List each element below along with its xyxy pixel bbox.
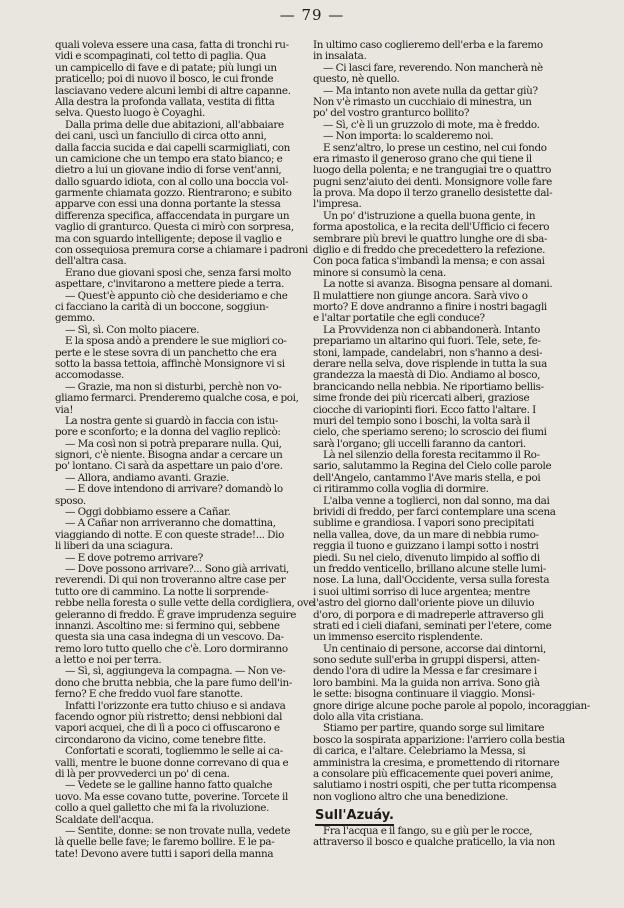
text-line: gliamo fermarci. Prenderemo qualche cosa, e poi, [55,392,299,405]
text-line: perte e le stese sovra di un panchetto che era [55,346,277,359]
text-line: reggia il tuono e guizzano i lampi sotto i nostri [313,540,539,553]
text-line: tutto ore di cammino. La notte li sorprende- [55,585,269,598]
text-line: Il mulattiere non giunge ancora. Sarà vivo o [313,289,528,302]
text-line: valli, mentre le buone donne correvano di qua e [55,756,289,769]
text-line: stoni, lampade, candelabri, non s'hanno a desi- [313,346,543,359]
text-line: ci ritirammo colla voglia di dormire. [313,483,489,496]
text-line: attraverso il bosco e qualche praticello, la via non [313,835,555,848]
text-line: dell'Angelo, cantammo l'Ave maris stella, e poi [313,471,541,484]
text-line: questo, nè quello. [313,73,400,86]
text-line: minore si consumò la cena. [313,266,446,279]
text-line: — Sì, c'è lì un gruzzolo di mote, ma è freddo. [323,118,540,131]
text-line: E la sposa andò a prendere le sue migliori co- [65,335,287,348]
text-line: dolo alla vita cristiana. [313,711,424,724]
text-line: signori, c'è niente. Bisogna andar a cercare un [55,449,283,462]
text-line: rebbe nella foresta o sulle vette della cordigliera, ove [55,597,315,610]
text-line: La notte si avanza. Bisogna pensare al domani. [323,278,553,291]
text-line: salutiamo i nostri ospiti, che per tutta ricompensa [313,779,557,792]
text-line: Confortati e scorati, togliemmo le selle ai ca- [65,745,283,758]
page-number: — 79 — [279,6,345,24]
text-line: dei cani, uscì un fanciullo di circa otto anni, [55,130,267,143]
text-line: dell'altra casa. [55,255,127,268]
text-line: la prova. Ma dopo il terzo granello desistette dal- [313,187,553,200]
text-line: — Sì, sì, aggiungeva la compagna. — Non ve- [65,665,286,678]
text-line: uovo. Ma esse covano tutte, poverine. Torcete il [55,790,288,803]
text-line: po' lontano. Ci sarà da aspettare un paio d'ore. [55,460,283,473]
text-line: forma apostolica, e la recita dell'Ufficio ci fecero [313,221,550,234]
text-line: viaggiando di notte. E con queste strade!... Dio [55,528,285,541]
text-line: cielo, che speriamo sereno; lo scroscio dei fiumi [313,426,547,439]
text-line: amministra la cresima, e promettendo di ritornare [313,756,560,769]
text-line: sublime e grandiosa. I vapori sono precipitati [313,517,535,530]
text-line: Dalla prima delle due abitazioni, all'abbaiare [65,118,284,131]
text-line: dalla faccia sucida e dai capelli scarmigliati, con [55,141,291,154]
text-line: vaglio di granturco. Questa ci mirò con sorpresa, [55,221,294,234]
text-line: Un centinaio di persone, accorse dai dintorni, [323,642,546,655]
text-line: La nostra gente si guardò in faccia con istu- [65,414,279,427]
text-line: un immenso esercito risplendente. [313,631,483,644]
text-line: un freddo venticello, brillano alcune stelle lumi- [313,562,546,575]
text-line: nose. La luna, dall'Occidente, versa sulla foresta [313,574,550,587]
text-line: apparve con essi una donna portante la stessa [55,198,281,211]
text-line: i suoi ultimi sorriso di luce argentea; mentre [313,585,530,598]
text-line: l'impresa. [313,198,362,211]
text-line: Stiamo per partire, quando sorge sul limitare [323,722,545,735]
text-line: — Quest'è appunto ciò che desideriamo e che [65,289,288,302]
section-heading-text: Sull'Azuáy. [315,808,394,826]
text-line: — Ma così non si potrà preparare nulla. Qui, [65,437,282,450]
text-line: sarà l'organo; gli uccelli faranno da cantori. [313,437,526,450]
text-line: — Oggi dobbiamo essere a Cañar. [65,506,231,519]
text-line: circondarono da vicino, come tenebre fitte. [55,733,266,746]
text-line: Non v'è rimasto un cucchiaio di minestra, un [313,95,532,108]
text-line: grandezza la maestà di Dio. Andiamo al bosco, [313,369,541,382]
text-line: era rimasto il generoso grano che qui tiene il [313,152,532,165]
text-line: a consolare più efficacemente quei poveri anime, [313,768,554,780]
text-line: lasciavano vedere alcuni lembi di altre capanne. [55,84,291,97]
text-line: piedi. Su nel cielo, divenuto limpido al soffio di [313,551,540,564]
text-line: selva. Questo luogo è Coyaghi. [55,107,205,120]
text-line: bosco la sospirata apparizione: l'arriero colla bestia [313,733,565,746]
text-line: praticello; poi di nuovo il bosco, le cui fronde [55,73,274,86]
text-line: prepariamo un altarino qui fuori. Tele, sete, fe- [313,335,541,348]
text-line: — Sentite, donne: se non trovate nulla, vedete [65,824,291,837]
text-line: strati ed i cieli diafani, seminati per l'etere, come [313,619,552,632]
text-line: vapori acquei, che di lì a poco ci offuscarono e [55,722,280,735]
text-line: reverendi. Di qui non troveranno altre case per [55,574,286,587]
text-line: — Allora, andiamo avanti. Grazie. [65,471,229,484]
section-body [313,826,567,849]
text-line: l'astro del giorno dall'oriente piove un diluvio [313,597,535,610]
text-line: gnore dirige alcune poche parole al popolo, incoraggian- [313,699,590,712]
text-line: E senz'altro, lo prese un cestino, nel cui fondo [323,141,547,154]
text-line: collo a quel galletto che mi fa la rivoluzione. [55,802,270,815]
text-line: Con poca fatica s'imbandì la mensa; e con assai [313,255,545,268]
text-line: e l'altar portatile che egli conduce? [313,312,485,325]
text-line: pore e sconforto; e la donna del vaglio replicò: [55,426,281,439]
text-line: un camicione che un tempo era stato bianco; e [55,152,283,165]
text-line: in insalata. [313,50,367,63]
text-line: ferno? E che freddo vuol fare stanotte. [55,688,243,701]
text-line: — Dove possono arrivare?... Sono già arrivati, [65,562,290,575]
text-line: dallo sguardo idiota, con al collo una boccia vol- [55,175,289,188]
text-line: nella vallea, dove, da un mare di nebbia rumo- [313,528,539,541]
text-line: — Ci lasci fare, reverendo. Non mancherà nè [323,61,543,74]
text-line: Fra l'acqua e il fango, su e giù per le rocce, [323,824,533,837]
text-line: Là nel silenzio della foresta recitammo il Ro- [323,449,540,462]
text-line: loro bambini. Ma la guida non arriva. Sono già [313,676,540,689]
text-line: con ossequiosa premura corse a chiamare i padroni [55,244,308,257]
text-line: dietro a lui un giovane indio di forse vent'anni, [55,164,282,177]
text-line: Alla destra la profonda vallata, vestita di fitta [55,95,275,108]
text-line: ci facciano la carità di un boccone, soggiun- [55,300,269,313]
text-line: — Sì, sì. Con molto piacere. [65,323,200,336]
text-line: Infatti l'orizzonte era tutto chiuso e si andava [65,699,286,712]
text-line: differenza specifica, affaccendata in purgare un [55,209,290,222]
text-line: d'oro, di porpora e di madreperle attraverso gli [313,608,544,621]
right-column-text [313,39,590,803]
text-line: Scaldate dell'acqua. [55,813,154,826]
text-line: sario, salutammo la Regina del Cielo colle parole [313,460,552,473]
text-line: quali voleva essere una casa, fatta di tronchi ru- [55,39,289,51]
text-line: di là per provvederci un po' di cena. [55,768,230,780]
text-line: diglio e di freddo che precedettero la refezione. [313,244,546,257]
right-column [313,39,590,848]
text-line: L'alba venne a toglierci, non dal sonno, ma dai [323,494,550,507]
text-line: ma con sguardo intelligente; depose il vaglio e [55,232,282,245]
text-line: In ultimo caso coglieremo dell'erba e la faremo [313,39,543,51]
text-line: La Provvidenza non ci abbandonerà. Intanto [323,323,541,336]
text-line: pugni senz'aiuto dei denti. Monsignore volle fare [313,175,552,188]
text-line: muri del tempio sono i boschi, la volta sarà il [313,414,530,427]
text-line: dono che brutta nebbia, che la pare fumo dell'in- [55,676,293,689]
text-line: po' del vostro granturco bollito? [313,107,470,120]
text-line: là quelle belle fave; le faremo bollire. E le pa- [55,836,275,849]
text-line: dendo l'ora di udire la Messa e far cresimare i [313,665,537,678]
text-line: — Ma intanto non avete nulla da gettar giù? [323,84,538,97]
text-line: — Grazie, ma non si disturbi, perchè non vo- [65,380,282,393]
text-line: sembrare più brevi le quattro lunghe ore di sba- [313,232,548,245]
text-line: via! [55,403,74,416]
text-line: vidi e scompaginati, col tetto di paglia. Qua [55,50,267,63]
text-line: — Vedete se le galline hanno fatto qualche [65,779,273,792]
text-line: garmente chiamata gozzo. Rientrarono; e subito [55,187,292,200]
text-line: le sette: bisogna continuare il viaggio. Monsi- [313,688,535,701]
text-line: aspettare, c'invitarono a mettere piede a terra. [55,278,285,291]
text-line: brancicando nella nebbia. Ne riportiamo bellis- [313,380,544,393]
text-line: gemmo. [55,312,95,325]
text-line: sono sedute sull'erba in gruppi dispersi, atten- [313,654,540,667]
text-line: — E dove intendono di arrivare? domandò lo [65,483,283,496]
text-line: brividi di freddo, per farci contemplare una scena [313,506,556,519]
text-line: Erano due giovani sposi che, senza farsi molto [65,266,291,279]
text-line: sposo. [55,494,86,507]
text-line: un campicello di fave e di patate; più lungi un [55,61,277,74]
text-line: a letto e noi per terra. [55,654,162,667]
text-line: derare nella selva, dove risplende in tutta la sua [313,357,547,370]
text-line: sotto la bassa tettoia, affinchè Monsignore vi si [55,357,285,370]
text-line: — A Cañar non arriveranno che domattina, [65,517,276,530]
text-line: accomodasse. [55,369,124,382]
text-line: di carica, e l'altare. Celebriamo la Messa, si [313,745,526,758]
text-line: — E dove potremo arrivare? [65,551,203,564]
text-line: Un po' d'istruzione a quella buona gente, in [323,209,536,222]
text-line: luogo della polenta; e ne trangugiai tre o quattro [313,164,552,177]
text-line: morto? E dove andranno a finire i nostri bagagli [313,300,547,313]
text-line: remo loro tutto quello che c'è. Loro dormiranno [55,642,288,655]
text-line: li liberi da una sciagura. [55,540,173,553]
left-column [55,39,315,860]
text-line: innanzi. Ascoltino me: si fermino qui, sebbene [55,619,280,632]
text-line: — Non importa: lo scalderemo noi. [323,130,494,143]
text-line: facendo ognor più ristretto; densi nebbioni dal [55,711,283,724]
text-line: tate! Devono avere tutti i sapori della manna [55,847,274,860]
text-line: questa sia una casa indegna di un vescovo. Da- [55,631,284,644]
text-line: non vogliono altro che una benedizione. [313,790,509,803]
text-line: sime fronde dei più ricercati alberi, graziose [313,392,530,405]
section-heading [315,808,567,824]
text-line: ciocche di variopinti fiori. Ecco fatto l'altare. I [313,403,536,416]
text-line: geleranno di freddo. È grave imprudenza seguire [55,608,296,621]
